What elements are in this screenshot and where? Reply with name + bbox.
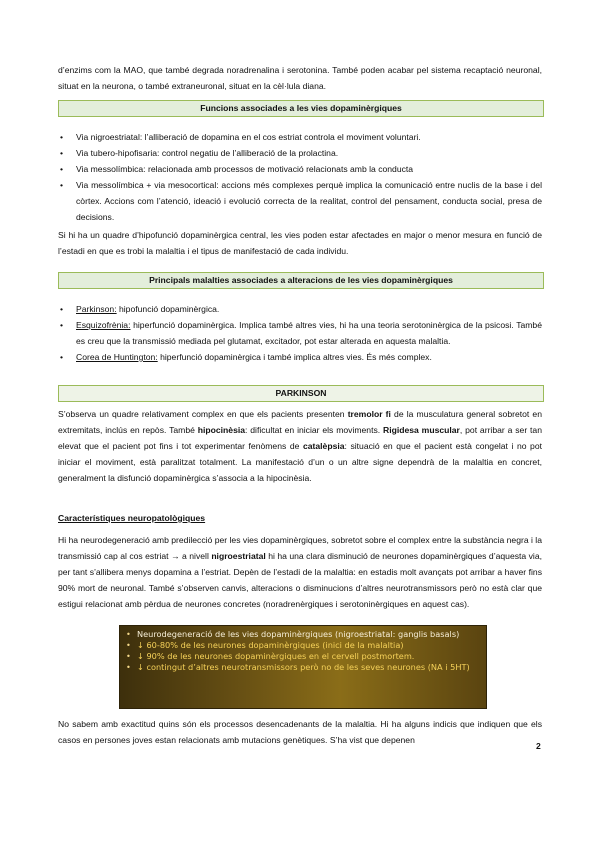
bullet-icon: • <box>60 164 64 174</box>
bullet-icon: • <box>60 304 64 314</box>
list-item: • Via tubero-hipofisaria: control negatiu de l’alliberació de la prolactina. <box>58 145 542 161</box>
lecture-slide-image <box>119 625 487 709</box>
bullet-icon: • <box>60 148 64 158</box>
slide-item: • ↓ 60-80% de les neurones dopaminèrgiques (inici de la malaltia) <box>126 640 404 650</box>
disease-term: Parkinson: <box>76 304 117 314</box>
section-heading-diseases: Principals malalties associades a alteracions de les vies dopaminèrgiques <box>58 272 544 289</box>
list-item: • Via messolímbica + via mesocortical: accions més complexes perquè implica la comunicació entre nuclis de la base i del còrtex. Accions com l’atenció, ideació i evolució correcta de la realitat, control del pensament, conducta social, presa de decisions. <box>58 177 542 225</box>
page-number: 2 <box>536 741 541 751</box>
intro-paragraph: d’enzims com la MAO, que també degrada noradrenalina i serotonina. També poden acabar pel sistema recaptació neuronal, situat en la neurona, o també extraneuronal, situat en la cèl·lula diana. <box>58 65 542 91</box>
bullet-icon: • <box>60 132 64 142</box>
disease-term: Esquizofrènia: <box>76 320 131 330</box>
subheading-neuropathology: Característiques neuropatològiques <box>58 513 206 523</box>
slide-list <box>119 625 487 673</box>
disease-term: Corea de Huntington: <box>76 352 158 362</box>
neuropathology-paragraph: Hi ha neurodegeneració amb predilecció per les vies dopaminèrgiques, sobretot sobre el complex entre la substància negra i la transmissió cap al cos estriat → a nivell nigroestriatal hi ha una clara disminució de neurones dopaminèrgiques d’aquesta via, per tant s’allibera menys dopamina a l’estriat. Depèn de l’estadi de la malaltia: en estadis molt avançats pot arribar a haver fins 90% mort de neuronal. També s’observen canvis, alteracions o disminucions d’altres neurotransmissors però no està clar que estigui relacionat amb pèrdua de neurones concretes (noradrenèrgiques i serotoninèrgiques en aquest cas). <box>58 535 543 609</box>
list-item: • Via nigroestriatal: l’alliberació de dopamina en el cos estriat controla el moviment voluntari. <box>58 129 542 145</box>
final-paragraph: No sabem amb exactitud quins són els processos desencadenants de la malaltia. Hi ha alguns indicis que indiquen que els casos en persones joves estan relacionats amb mutacions genètiques. S’ha vist que depenen <box>58 719 542 745</box>
slide-item: • Neurodegeneració de les vies dopaminèrgiques (nigroestriatal: ganglis basals) <box>126 629 460 639</box>
section-heading-parkinson: PARKINSON <box>58 385 544 402</box>
bullet-icon: • <box>60 180 64 190</box>
list-item: • Corea de Huntington: hiperfunció dopaminèrgica i també implica altres vies. És més complex. <box>58 349 542 365</box>
slide-item: • ↓ 90% de les neurones dopaminèrgiques en el cervell postmortem. <box>126 651 415 661</box>
functions-list <box>58 129 542 225</box>
bullet-icon: • <box>60 320 64 330</box>
parkinson-paragraph: S’observa un quadre relativament complex en que els pacients presenten tremolor fi de la musculatura general sobretot en extremitats, inclús en repòs. També hipocinèsia: dificultat en iniciar els moviments. Rigidesa muscular, pot arribar a ser tan elevat que el pacient pot fins i tot experimentar fenòmens de catalèpsia: situació en que el pacient està congelat i no pot iniciar el moviment, està paralitzat totalment. La manifestació d’un o un altre signe dependrà de la malaltia en concret, generalment la disfunció dopaminèrgica s’associa a la hipocinèsia. <box>58 409 542 483</box>
list-item: • Parkinson: hipofunció dopaminèrgica. <box>58 301 542 317</box>
diseases-list <box>58 301 542 365</box>
list-item: • Esquizofrènia: hiperfunció dopaminèrgica. Implica també altres vies, hi ha una teoria serotoninèrgica de la psicosi. També es creu que la transmissió mediada pel glutamat, excitador, pot estar alterada en aquesta malaltia. <box>58 317 542 349</box>
slide-item: • ↓ contingut d’altres neurotransmissors però no de les seves neurones (NA i 5HT) <box>126 662 470 672</box>
bullet-icon: • <box>60 352 64 362</box>
hypofunction-paragraph: Si hi ha un quadre d’hipofunció dopaminèrgica central, les vies poden estar afectades en major o menor mesura en funció de l’estadi en que es trobi la malaltia i el tipus de manifestació de cada individu. <box>58 230 542 256</box>
list-item: • Via messolímbica: relacionada amb processos de motivació relacionats amb la conducta <box>58 161 542 177</box>
section-heading-functions: Funcions associades a les vies dopaminèrgiques <box>58 100 544 117</box>
